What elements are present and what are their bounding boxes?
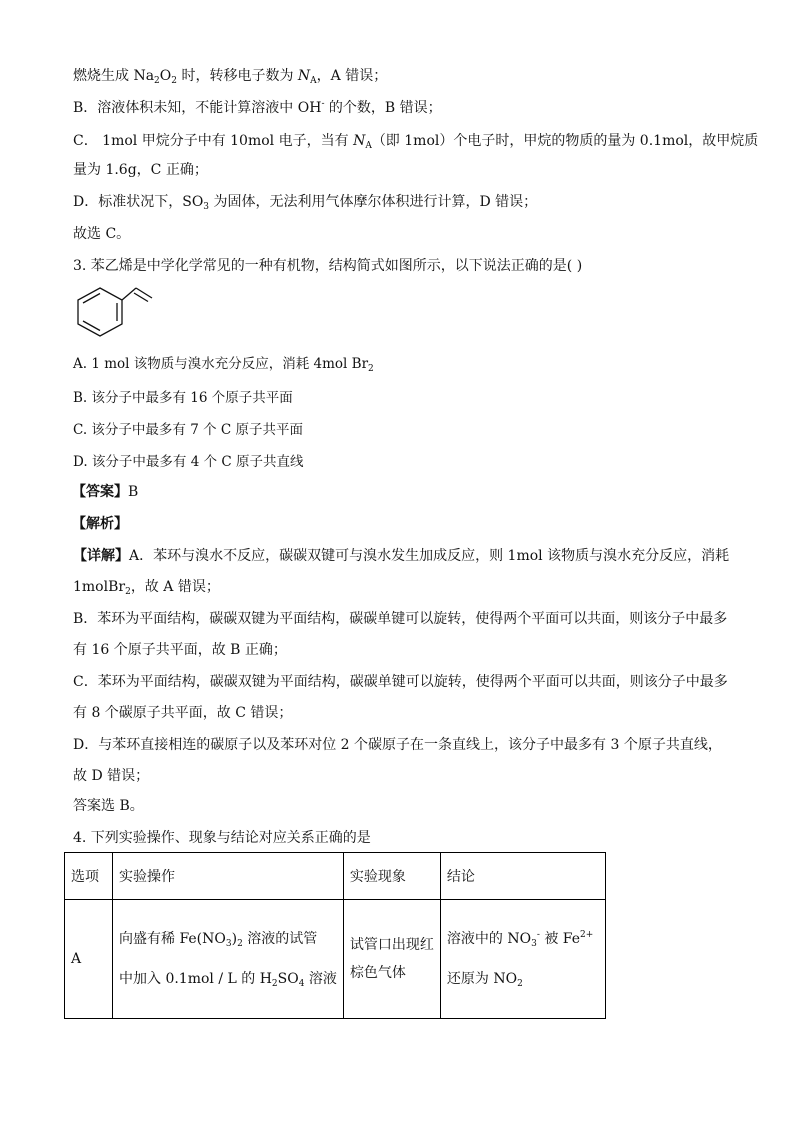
row-a-phenomenon-line1: 试管口出现红	[349, 937, 434, 953]
prev-conclusion: 故选 C。	[73, 226, 131, 242]
vinyl-single-bond	[122, 288, 136, 300]
q3-detail-c-line2: 有 8 个碳原子共平面，故 C 错误；	[73, 705, 293, 721]
q3-option-d: D. 该分子中最多有 4 个 C 原子共直线	[73, 454, 304, 470]
vinyl-double-bond-a	[136, 288, 152, 298]
q3-stem: 3. 苯乙烯是中学化学常见的一种有机物，结构简式如图所示，以下说法正确的是( )	[73, 258, 583, 274]
header-option: 选项	[65, 853, 113, 900]
prev-option-d: D．标准状况下，$SO_3$ 为固体，无法利用气体摩尔体积进行计算，D 错误；	[73, 194, 538, 212]
row-a-phenomenon-line2: 棕色气体	[349, 965, 406, 981]
table-row	[65, 900, 606, 1019]
inner-double-bond-2	[83, 321, 100, 331]
q3-option-b: B. 该分子中最多有 16 个原子共平面	[73, 390, 293, 406]
row-a-operation	[113, 900, 344, 1019]
q3-detail-c-line1: C．苯环为平面结构，碳碳双键为平面结构，碳碳单键可以旋转，使得两个平面可以共面，则该分子中最多	[73, 674, 728, 690]
prev-option-c-line1: C． 1mol 甲烷分子中有 10mol 电子，当有 $N_A$（即 1mol）个电子时，甲烷的物质的量为 0.1mol，故甲烷质	[73, 133, 759, 151]
q3-analysis-label: 【解析】	[72, 516, 128, 532]
q3-option-c: C. 该分子中最多有 7 个 C 原子共平面	[73, 422, 304, 438]
inner-double-bond-1	[83, 294, 100, 304]
styrene-structure-icon	[72, 284, 158, 340]
q3-option-a: A. 1 mol 该物质与溴水充分反应，消耗 4mol $Br_2$	[73, 356, 374, 374]
benzene-ring	[78, 288, 122, 336]
row-a-phenomenon	[343, 900, 440, 1019]
q4-stem: 4. 下列实验操作、现象与结论对应关系正确的是	[73, 830, 371, 846]
q3-answer: 【答案】B	[72, 484, 139, 500]
header-operation: 实验操作	[113, 853, 344, 900]
header-conclusion: 结论	[440, 853, 605, 900]
table-header-row	[65, 853, 606, 900]
row-a-option: A	[65, 900, 113, 1019]
prev-option-c-line2: 量为 1.6g，C 正确；	[73, 162, 208, 178]
q3-detail-d-line1: D．与苯环直接相连的碳原子以及苯环对位 2 个碳原子在一条直线上，该分子中最多有 3 个原子共直线，	[73, 737, 722, 753]
prev-option-b: B．溶液体积未知，不能计算溶液中 OH- 的个数，B 错误；	[73, 99, 442, 116]
row-a-operation-line1: 向盛有稀 $Fe(NO_3)_2$ 溶液的试管	[119, 931, 318, 949]
q3-detail-b-line1: B．苯环为平面结构，碳碳双键为平面结构，碳碳单键可以旋转，使得两个平面可以共面，则该分子中最多	[73, 611, 728, 627]
row-a-conclusion-line2: 还原为 $NO_2$	[446, 971, 523, 989]
q3-detail-a-line1: 【详解】A．苯环与溴水不反应，碳碳双键可与溴水发生加成反应，则 1mol 该物质与溴水充分反应，消耗	[73, 548, 730, 564]
q3-conclusion: 答案选 B。	[73, 798, 144, 814]
prev-line-1: 燃烧生成 $Na_2O_2$ 时，转移电子数为 $N_A$，A 错误；	[73, 68, 388, 86]
row-a-conclusion-line1: 溶液中的 $NO_3^-$ 被 $Fe^{2+}$	[446, 930, 594, 949]
q3-detail-a-line2: 1molBr$_2$，故 A 错误；	[73, 579, 220, 597]
q3-detail-b-line2: 有 16 个原子共平面，故 B 正确；	[73, 642, 287, 658]
q3-detail-d-line2: 故 D 错误；	[73, 768, 150, 784]
q4-table	[64, 852, 606, 1019]
header-phenomenon: 实验现象	[343, 853, 440, 900]
row-a-operation-line2: 中加入 0.1mol / L 的 $H_2SO_4$ 溶液	[119, 971, 337, 989]
row-a-conclusion	[440, 900, 605, 1019]
